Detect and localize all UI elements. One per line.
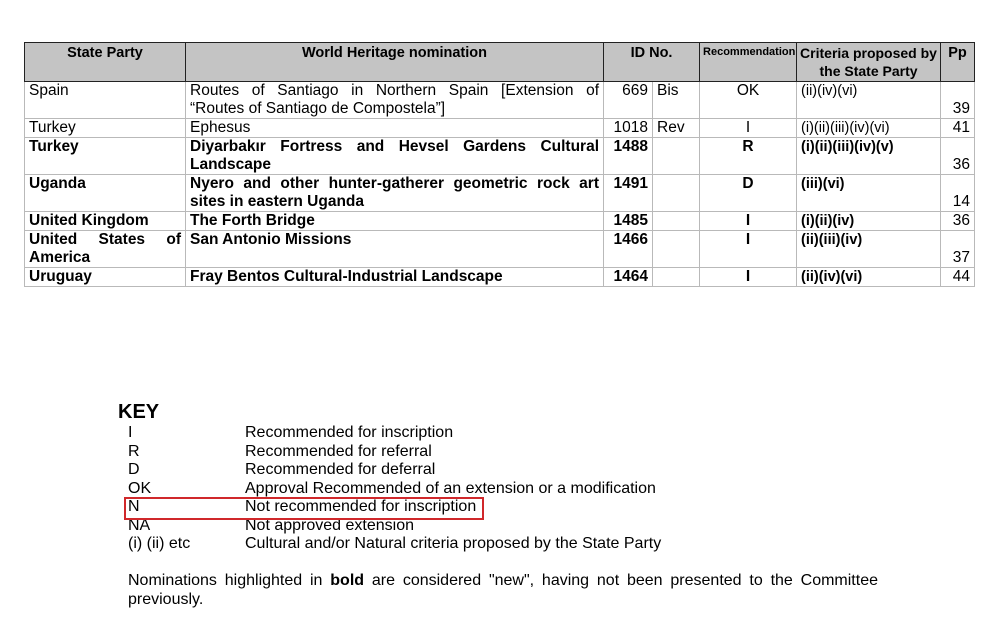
cell-state-party: Spain xyxy=(25,82,186,119)
note-bold-word: bold xyxy=(330,572,365,589)
cell-id-suffix xyxy=(653,268,700,287)
cell-state-party: United Kingdom xyxy=(25,212,186,231)
table-header-row xyxy=(25,43,975,82)
cell-id-suffix xyxy=(653,175,700,212)
key-code: I xyxy=(128,424,133,441)
key-item xyxy=(128,461,688,480)
key-description: Approval Recommended of an extension or a modification xyxy=(245,479,656,497)
key-item xyxy=(128,517,688,536)
cell-criteria: (ii)(iii)(iv) xyxy=(797,231,941,268)
key-item xyxy=(128,424,688,443)
table-row xyxy=(25,175,975,212)
key-description: Recommended for referral xyxy=(245,442,432,460)
cell-nomination: Fray Bentos Cultural-Industrial Landscape xyxy=(186,268,604,287)
cell-nomination: Routes of Santiago in Northern Spain [Extension of “Routes of Santiago de Compostela”] xyxy=(186,82,604,119)
key-description: Recommended for inscription xyxy=(245,424,454,441)
cell-state-party: Uruguay xyxy=(25,268,186,287)
cell-id-no: 1466 xyxy=(604,231,653,268)
table-row xyxy=(25,231,975,268)
cell-state-party: United States of America xyxy=(25,231,186,268)
cell-pp: 14 xyxy=(941,175,975,212)
cell-id-suffix xyxy=(653,138,700,175)
key-code: OK xyxy=(128,479,152,497)
header-nomination: World Heritage nomination xyxy=(186,43,604,82)
cell-nomination: The Forth Bridge xyxy=(186,212,604,231)
key-code: R xyxy=(128,442,140,460)
cell-id-no: 1464 xyxy=(604,268,653,287)
table-body xyxy=(25,82,975,287)
cell-recommendation: I xyxy=(700,119,797,138)
cell-state-party: Turkey xyxy=(25,119,186,138)
cell-id-no: 669 xyxy=(604,82,653,119)
header-pp: Pp xyxy=(941,43,975,82)
header-id-no: ID No. xyxy=(604,43,700,82)
cell-criteria: (i)(ii)(iii)(iv)(v) xyxy=(797,138,941,175)
cell-id-no: 1018 xyxy=(604,119,653,138)
table-row xyxy=(25,212,975,231)
cell-pp: 36 xyxy=(941,212,975,231)
cell-criteria: (ii)(iv)(vi) xyxy=(797,268,941,287)
cell-recommendation: I xyxy=(700,212,797,231)
key-item xyxy=(128,443,688,462)
cell-recommendation: R xyxy=(700,138,797,175)
cell-recommendation: I xyxy=(700,231,797,268)
cell-pp: 39 xyxy=(941,82,975,119)
cell-criteria: (i)(ii)(iv) xyxy=(797,212,941,231)
cell-state-party: Turkey xyxy=(25,138,186,175)
key-description: Recommended for deferral xyxy=(245,461,436,478)
table-row xyxy=(25,138,975,175)
key-item xyxy=(128,480,688,499)
note-text-after: are considered "new", having not been presented to the Committee previously. xyxy=(128,572,878,608)
cell-nomination: Ephesus xyxy=(186,119,604,138)
key-code: (i) (ii) etc xyxy=(128,535,191,552)
cell-state-party: Uganda xyxy=(25,175,186,212)
cell-pp: 44 xyxy=(941,268,975,287)
key-description: Not recommended for inscription xyxy=(245,498,477,515)
key-item xyxy=(128,498,688,517)
cell-recommendation: OK xyxy=(700,82,797,119)
cell-nomination: Nyero and other hunter-gatherer geometric rock art sites in eastern Uganda xyxy=(186,175,604,212)
key-code: NA xyxy=(128,516,151,534)
key-title: KEY xyxy=(118,401,160,423)
nominations-table xyxy=(24,42,975,287)
cell-recommendation: I xyxy=(700,268,797,287)
cell-id-no: 1485 xyxy=(604,212,653,231)
cell-id-suffix: Bis xyxy=(653,82,700,119)
table-row xyxy=(25,268,975,287)
key-code: D xyxy=(128,461,140,478)
cell-criteria: (iii)(vi) xyxy=(797,175,941,212)
cell-pp: 36 xyxy=(941,138,975,175)
key-description: Cultural and/or Natural criteria proposed by the State Party xyxy=(245,535,662,552)
cell-id-no: 1488 xyxy=(604,138,653,175)
cell-nomination: Diyarbakır Fortress and Hevsel Gardens Cultural Landscape xyxy=(186,138,604,175)
table-row xyxy=(25,119,975,138)
header-criteria: Criteria proposed by the State Party xyxy=(797,43,941,82)
cell-criteria: (i)(ii)(iii)(iv)(vi) xyxy=(797,119,941,138)
header-state-party: State Party xyxy=(25,43,186,82)
cell-pp: 37 xyxy=(941,231,975,268)
key-item xyxy=(128,535,688,554)
table-row xyxy=(25,82,975,119)
cell-id-no: 1491 xyxy=(604,175,653,212)
key-description: Not approved extension xyxy=(245,516,414,534)
cell-criteria: (ii)(iv)(vi) xyxy=(797,82,941,119)
cell-id-suffix: Rev xyxy=(653,119,700,138)
header-recommendation: Recommendation xyxy=(700,43,797,82)
cell-pp: 41 xyxy=(941,119,975,138)
cell-id-suffix xyxy=(653,231,700,268)
note-text-before: Nominations highlighted in xyxy=(128,572,331,589)
bold-note xyxy=(128,572,878,609)
cell-nomination: San Antonio Missions xyxy=(186,231,604,268)
key-code: N xyxy=(128,498,140,515)
key-list xyxy=(128,424,688,554)
cell-recommendation: D xyxy=(700,175,797,212)
cell-id-suffix xyxy=(653,212,700,231)
